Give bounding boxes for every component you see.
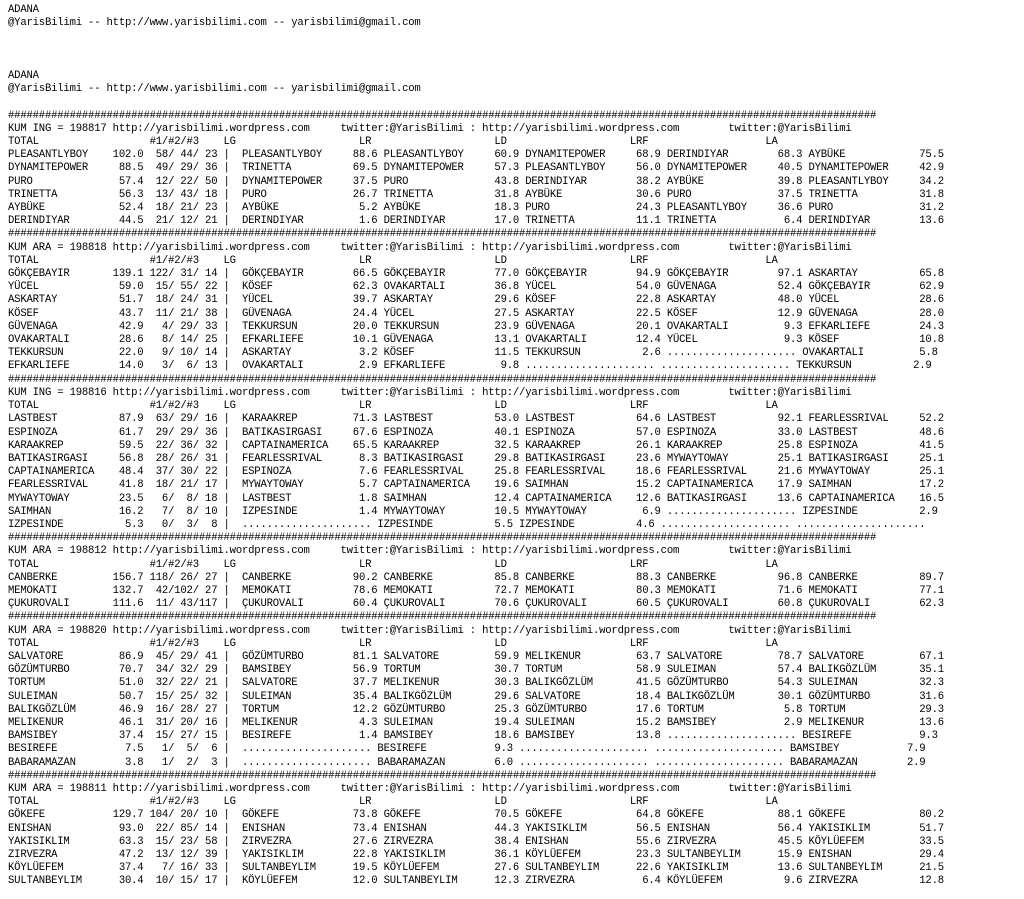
- text-line: TEKKURSUN 22.0 9/ 10/ 14 | ASKARTAY 3.2 KÖSEF 11.5 TEKKURSUN 2.6 ..................... OVAKARTALI 5.8: [8, 347, 938, 360]
- text-line: KARAAKREP 59.5 22/ 36/ 32 | CAPTAINAMERICA 65.5 KARAAKREP 32.5 KARAAKREP 26.1 KARAAKREP 25.8 ESPINOZA 41.5: [8, 439, 944, 452]
- text-line: ADANA: [8, 4, 39, 16]
- column-header: TOTAL #1/#2/#3 LG LR LD LRF LA: [8, 400, 778, 413]
- separator-line: #############################################################################################################################################: [8, 769, 877, 782]
- text-line: LASTBEST 87.9 63/ 29/ 16 | KARAAKREP 71.3 LASTBEST 53.0 LASTBEST 64.6 LASTBEST 92.1 FEARLESSRIVAL 52.2: [8, 413, 944, 426]
- text-line: GÜVENAGA 42.9 4/ 29/ 33 | TEKKURSUN 20.0 TEKKURSUN 23.9 GÜVENAGA 20.1 OVAKARTALI 9.3 EFKARLIEFE 24.3: [8, 320, 944, 333]
- text-line: ASKARTAY 51.7 18/ 24/ 31 | YÜCEL 39.7 ASKARTAY 29.6 KÖSEF 22.8 ASKARTAY 48.0 YÜCEL 28.6: [8, 294, 944, 307]
- text-line: TORTUM 51.0 32/ 22/ 21 | SALVATORE 37.7 MELIKENUR 30.3 BALIKGÖZLÜM 41.5 GÖZÜMTURBO 54.3 SULEIMAN 32.3: [8, 677, 944, 690]
- text-line: GÖZÜMTURBO 70.7 34/ 32/ 29 | BAMSIBEY 56.9 TORTUM 30.7 TORTUM 58.9 SULEIMAN 57.4 BALIKGÖZLÜM 35.1: [8, 664, 944, 677]
- separator-line: #############################################################################################################################################: [8, 611, 877, 624]
- race-header: KUM ING = 198816 http://yarisbilimi.wordpress.com twitter:@YarisBilimi : http://yarisbilimi.wordpress.com twitter:@YarisBilimi: [8, 386, 852, 399]
- race-header: KUM ARA = 198820 http://yarisbilimi.wordpress.com twitter:@YarisBilimi : http://yarisbilimi.wordpress.com twitter:@YarisBilimi: [8, 624, 852, 637]
- column-header: TOTAL #1/#2/#3 LG LR LD LRF LA: [8, 796, 778, 809]
- column-header: TOTAL #1/#2/#3 LG LR LD LRF LA: [8, 136, 778, 149]
- text-line: YÜCEL 59.0 15/ 55/ 22 | KÖSEF 62.3 OVAKARTALI 36.8 YÜCEL 54.0 GÜVENAGA 52.4 GÖKÇEBAYIR 62.9: [8, 281, 944, 294]
- text-line: MELIKENUR 46.1 31/ 20/ 16 | MELIKENUR 4.3 SULEIMAN 19.4 SULEIMAN 15.2 BAMSIBEY 2.9 MELIKENUR 13.6: [8, 716, 944, 729]
- text-line: MEMOKATI 132.7 42/102/ 27 | MEMOKATI 78.6 MEMOKATI 72.7 MEMOKATI 80.3 MEMOKATI 71.6 MEMOKATI 77.1: [8, 584, 944, 597]
- text-line: DYNAMITEPOWER 88.5 49/ 29/ 36 | TRINETTA 69.5 DYNAMITEPOWER 57.3 PLEASANTLYBOY 56.0 DYNAMITEPOWER 40.5 DYNAMITEPOWER 42.9: [8, 162, 944, 175]
- text-line: BABARAMAZAN 3.8 1/ 2/ 3 | ..................... BABARAMAZAN 6.0 ..................... ..................... BABARAMAZAN 2.9: [8, 756, 926, 769]
- text-line: SAIMHAN 16.2 7/ 8/ 10 | IZPESINDE 1.4 MYWAYTOWAY 10.5 MYWAYTOWAY 6.9 ..................... IZPESINDE 2.9: [8, 505, 938, 518]
- text-line: ZIRVEZRA 47.2 13/ 12/ 39 | YAKISIKLIM 22.8 YAKISIKLIM 36.1 KÖYLÜEFEM 23.3 SULTANBEYLIM 15.9 ENISHAN 29.4: [8, 849, 944, 861]
- text-line: BESIREFE 7.5 1/ 5/ 6 | ..................... BESIREFE 9.3 ..................... ..................... BAMSIBEY 7.9: [8, 743, 926, 756]
- text-line: KÖYLÜEFEM 37.4 7/ 16/ 33 | SULTANBEYLIM 19.5 KÖYLÜEFEM 27.6 SULTANBEYLIM 22.6 YAKISIKLIM 13.6 SULTANBEYLIM 21.5: [8, 862, 944, 875]
- race-header: KUM ING = 198817 http://yarisbilimi.wordpress.com twitter:@YarisBilimi : http://yarisbilimi.wordpress.com twitter:@YarisBilimi: [8, 122, 852, 135]
- text-line: MYWAYTOWAY 23.5 6/ 8/ 18 | LASTBEST 1.8 SAIMHAN 12.4 CAPTAINAMERICA 12.6 BATIKASIRGASI 13.6 CAPTAINAMERICA 16.5: [8, 492, 944, 505]
- text-line: FEARLESSRIVAL 41.8 18/ 21/ 17 | MYWAYTOWAY 5.7 CAPTAINAMERICA 19.6 SAIMHAN 15.2 CAPTAINAMERICA 17.9 SAIMHAN 17.2: [8, 479, 944, 492]
- text-line: @YarisBilimi -- http://www.yarisbilimi.com -- yarisbilimi@gmail.com: [8, 83, 421, 96]
- text-line: ESPINOZA 61.7 29/ 29/ 36 | BATIKASIRGASI 67.6 ESPINOZA 40.1 ESPINOZA 57.0 ESPINOZA 33.0 LASTBEST 48.6: [8, 426, 944, 439]
- text-line: YAKISIKLIM 63.3 15/ 23/ 58 | ZIRVEZRA 27.6 ZIRVEZRA 38.4 ENISHAN 55.6 ZIRVEZRA 45.5 KÖYLÜEFEM 33.5: [8, 835, 944, 848]
- text-line: BALIKGÖZLÜM 46.9 16/ 28/ 27 | TORTUM 12.2 GÖZÜMTURBO 25.3 GÖZÜMTURBO 17.6 TORTUM 5.8 TORTUM 29.3: [8, 703, 944, 716]
- text-line: IZPESINDE 5.3 0/ 3/ 8 | ..................... IZPESINDE 5.5 IZPESINDE 4.6 ..................... .....................: [8, 518, 926, 531]
- text-line: @YarisBilimi -- http://www.yarisbilimi.com -- yarisbilimi@gmail.com: [8, 17, 421, 30]
- text-line: PURO 57.4 12/ 22/ 50 | DYNAMITEPOWER 37.5 PURO 43.8 DERINDIYAR 38.2 AYBÜKE 39.8 PLEASANTLYBOY 34.2: [8, 175, 944, 188]
- column-header: TOTAL #1/#2/#3 LG LR LD LRF LA: [8, 637, 778, 650]
- separator-line: #############################################################################################################################################: [8, 228, 877, 241]
- text-line: GÖKEFE 129.7 104/ 20/ 10 | GÖKEFE 73.8 GÖKEFE 70.5 GÖKEFE 64.8 GÖKEFE 88.1 GÖKEFE 80.2: [8, 809, 944, 822]
- race-header: KUM ARA = 198811 http://yarisbilimi.wordpress.com twitter:@YarisBilimi : http://yarisbilimi.wordpress.com twitter:@YarisBilimi: [8, 782, 852, 795]
- text-line: PLEASANTLYBOY 102.0 58/ 44/ 23 | PLEASANTLYBOY 88.6 PLEASANTLYBOY 60.9 DYNAMITEPOWER 68.9 DERINDIYAR 68.3 AYBÜKE 75.5: [8, 149, 944, 162]
- race-header: KUM ARA = 198818 http://yarisbilimi.wordpress.com twitter:@YarisBilimi : http://yarisbilimi.wordpress.com twitter:@YarisBilimi: [8, 241, 852, 254]
- separator-line: #############################################################################################################################################: [8, 109, 877, 122]
- text-line: TRINETTA 56.3 13/ 43/ 18 | PURO 26.7 TRINETTA 31.8 AYBÜKE 30.6 PURO 37.5 TRINETTA 31.8: [8, 188, 944, 201]
- text-line: ENISHAN 93.0 22/ 85/ 14 | ENISHAN 73.4 ENISHAN 44.3 YAKISIKLIM 56.5 ENISHAN 56.4 YAKISIKLIM 51.7: [8, 822, 944, 835]
- text-line: SULEIMAN 50.7 15/ 25/ 32 | SULEIMAN 35.4 BALIKGÖZLÜM 29.6 SALVATORE 18.4 BALIKGÖZLÜM 30.1 GÖZÜMTURBO 31.6: [8, 690, 944, 703]
- race-header: KUM ARA = 198812 http://yarisbilimi.wordpress.com twitter:@YarisBilimi : http://yarisbilimi.wordpress.com twitter:@YarisBilimi: [8, 545, 852, 558]
- text-line: BAMSIBEY 37.4 15/ 27/ 15 | BESIREFE 1.4 BAMSIBEY 18.6 BAMSIBEY 13.8 ..................... BESIREFE 9.3: [8, 730, 938, 743]
- text-line: SULTANBEYLIM 30.4 10/ 15/ 17 | KÖYLÜEFEM 12.0 SULTANBEYLIM 12.3 ZIRVEZRA 6.4 KÖYLÜEFEM 9.6 ZIRVEZRA 12.8: [8, 875, 944, 888]
- column-header: TOTAL #1/#2/#3 LG LR LD LRF LA: [8, 558, 778, 571]
- text-line: SALVATORE 86.9 45/ 29/ 41 | GÖZÜMTURBO 81.1 SALVATORE 59.9 MELIKENUR 63.7 SALVATORE 78.7 SALVATORE 67.1: [8, 650, 944, 663]
- text-line: CAPTAINAMERICA 48.4 37/ 30/ 22 | ESPINOZA 7.6 FEARLESSRIVAL 25.8 FEARLESSRIVAL 18.6 FEARLESSRIVAL 21.6 MYWAYTOWAY 25.1: [8, 466, 944, 479]
- text-line: EFKARLIEFE 14.0 3/ 6/ 13 | OVAKARTALI 2.9 EFKARLIEFE 9.8 ..................... ..................... TEKKURSUN 2.9: [8, 360, 932, 373]
- text-line: GÖKÇEBAYIR 139.1 122/ 31/ 14 | GÖKÇEBAYIR 66.5 GÖKÇEBAYIR 77.0 GÖKÇEBAYIR 94.9 GÖKÇEBAYIR 97.1 ASKARTAY 65.8: [8, 268, 944, 281]
- text-line: BATIKASIRGASI 56.8 28/ 26/ 31 | FEARLESSRIVAL 8.3 BATIKASIRGASI 29.8 BATIKASIRGASI 23.6 MYWAYTOWAY 25.1 BATIKASIRGASI 25.1: [8, 452, 944, 465]
- text-line: CANBERKE 156.7 118/ 26/ 27 | CANBERKE 90.2 CANBERKE 85.8 CANBERKE 88.3 CANBERKE 96.8 CANBERKE 89.7: [8, 571, 944, 584]
- text-line: ÇUKUROVALI 111.6 11/ 43/117 | ÇUKUROVALI 60.4 ÇUKUROVALI 70.6 ÇUKUROVALI 60.5 ÇUKUROVALI 60.8 ÇUKUROVALI 62.3: [8, 598, 944, 611]
- text-line: KÖSEF 43.7 11/ 21/ 38 | GÜVENAGA 24.4 YÜCEL 27.5 ASKARTAY 22.5 KÖSEF 12.9 GÜVENAGA 28.0: [8, 307, 944, 320]
- text-line: ADANA: [8, 70, 39, 83]
- column-header: TOTAL #1/#2/#3 LG LR LD LRF LA: [8, 254, 778, 267]
- separator-line: #############################################################################################################################################: [8, 373, 877, 386]
- separator-line: #############################################################################################################################################: [8, 532, 877, 545]
- text-line: AYBÜKE 52.4 18/ 21/ 23 | AYBÜKE 5.2 AYBÜKE 18.3 PURO 24.3 PLEASANTLYBOY 36.6 PURO 31.2: [8, 202, 944, 215]
- text-line: OVAKARTALI 28.6 8/ 14/ 25 | EFKARLIEFE 10.1 GÜVENAGA 13.1 OVAKARTALI 12.4 YÜCEL 9.3 KÖSEF 10.8: [8, 334, 944, 347]
- text-line: DERINDIYAR 44.5 21/ 12/ 21 | DERINDIYAR 1.6 DERINDIYAR 17.0 TRINETTA 11.1 TRINETTA 6.4 DERINDIYAR 13.6: [8, 215, 944, 228]
